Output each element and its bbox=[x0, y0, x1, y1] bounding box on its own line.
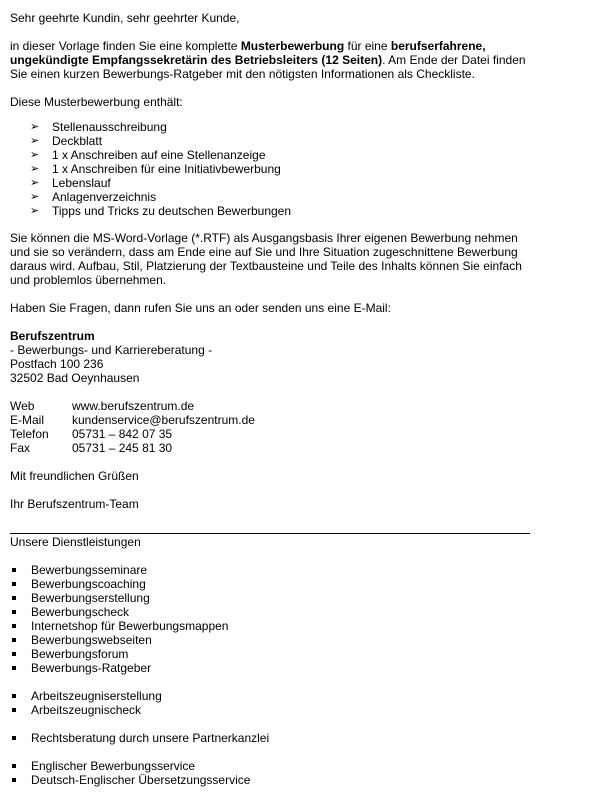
list-item-label: Tipps und Tricks zu deutschen Bewerbungen bbox=[52, 204, 292, 218]
intro-text-1: in dieser Vorlage finden Sie eine komplette bbox=[10, 39, 241, 53]
list-item bbox=[10, 563, 535, 577]
contact-label: Telefon bbox=[10, 427, 49, 441]
list-item bbox=[10, 759, 535, 773]
template-usage-paragraph: Sie können die MS-Word-Vorlage (*.RTF) als Ausgangsbasis Ihrer eigenen Bewerbung nehmen und sie so verändern, dass am Ende eine auf Sie und Ihre Situation zugeschnittene Bewerbung daraus wird. Aufbau, Stil, Platzierung der Textbausteine und Teile des Inhalts können Sie einfach und problemlos übernehmen. bbox=[10, 231, 522, 287]
arrow-bullet-icon: ➢ bbox=[30, 121, 40, 133]
list-item-label: Bewerbungsforum bbox=[31, 647, 129, 661]
list-item bbox=[10, 134, 535, 148]
list-item bbox=[10, 577, 535, 591]
contact-row-email bbox=[10, 413, 255, 427]
square-bullet-icon bbox=[12, 610, 16, 614]
list-item bbox=[10, 633, 535, 647]
closing-line: Mit freundlichen Grüßen bbox=[10, 469, 139, 483]
document-page bbox=[10, 11, 535, 787]
contact-table bbox=[10, 399, 255, 455]
list-item-label: 1 x Anschreiben auf eine Stellenanzeige bbox=[52, 148, 266, 162]
arrow-bullet-icon: ➢ bbox=[30, 191, 40, 203]
list-item bbox=[10, 162, 535, 176]
list-item bbox=[10, 703, 535, 717]
list-item bbox=[10, 120, 535, 134]
list-item-label: Bewerbungserstellung bbox=[31, 591, 150, 605]
list-item-label: Bewerbungs-Ratgeber bbox=[31, 661, 152, 675]
email-link[interactable]: kundenservice@berufszentrum.de bbox=[72, 413, 255, 427]
square-bullet-icon bbox=[12, 624, 16, 628]
square-bullet-icon bbox=[12, 568, 16, 572]
list-item bbox=[10, 204, 535, 218]
list-item bbox=[10, 661, 535, 675]
services-list-application bbox=[10, 563, 535, 675]
arrow-bullet-icon: ➢ bbox=[30, 177, 40, 189]
list-item-label: Deckblatt bbox=[52, 134, 103, 148]
horizontal-divider bbox=[10, 533, 530, 534]
intro-text-3: . Am Ende der Datei finden Sie einen kurzen Bewerbungs-Ratgeber mit den nötigsten Informationen als Checkliste. bbox=[10, 53, 526, 81]
list-item-label: Internetshop für Bewerbungsmappen bbox=[31, 619, 229, 633]
services-list-references bbox=[10, 689, 535, 717]
company-tagline: - Bewerbungs- und Karriereberatung - bbox=[10, 343, 213, 357]
intro-paragraph bbox=[10, 39, 535, 81]
services-list-legal bbox=[10, 731, 535, 745]
list-item-label: Bewerbungscheck bbox=[31, 605, 130, 619]
list-item bbox=[10, 689, 535, 703]
intro-bold-1: Musterbewerbung bbox=[240, 39, 345, 53]
fax-value: 05731 – 245 81 30 bbox=[72, 441, 173, 455]
contents-heading: Diese Musterbewerbung enthält: bbox=[10, 95, 183, 109]
square-bullet-icon bbox=[12, 596, 16, 600]
web-link[interactable]: www.berufszentrum.de bbox=[72, 399, 195, 413]
list-item-label: Deutsch-Englischer Übersetzungsservice bbox=[31, 773, 251, 787]
contact-row-web bbox=[10, 399, 255, 413]
list-item bbox=[10, 647, 535, 661]
list-item bbox=[10, 190, 535, 204]
greeting: Sehr geehrte Kundin, sehr geehrter Kunde, bbox=[10, 11, 240, 25]
address-block bbox=[10, 329, 535, 385]
list-item-label: Bewerbungsseminare bbox=[31, 563, 148, 577]
square-bullet-icon bbox=[12, 778, 16, 782]
square-bullet-icon bbox=[12, 736, 16, 740]
list-item bbox=[10, 148, 535, 162]
list-item bbox=[10, 731, 535, 745]
contents-list bbox=[10, 120, 535, 218]
services-heading: Unsere Dienstleistungen bbox=[10, 535, 141, 549]
arrow-bullet-icon: ➢ bbox=[30, 205, 40, 217]
list-item bbox=[10, 605, 535, 619]
list-item-label: Arbeitszeugniserstellung bbox=[31, 689, 162, 703]
contact-label: Fax bbox=[10, 441, 31, 455]
square-bullet-icon bbox=[12, 638, 16, 642]
list-item-label: Rechtsberatung durch unsere Partnerkanzlei bbox=[31, 731, 270, 745]
address-city: 32502 Bad Oeynhausen bbox=[10, 371, 140, 385]
signature-line: Ihr Berufszentrum-Team bbox=[10, 497, 139, 511]
list-item-label: 1 x Anschreiben für eine Initiativbewerbung bbox=[52, 162, 281, 176]
list-item bbox=[10, 773, 535, 787]
contact-row-fax bbox=[10, 441, 255, 455]
list-item-label: Stellenausschreibung bbox=[52, 120, 167, 134]
square-bullet-icon bbox=[12, 582, 16, 586]
contact-label: E-Mail bbox=[10, 413, 45, 427]
address-postfach: Postfach 100 236 bbox=[10, 357, 104, 371]
square-bullet-icon bbox=[12, 764, 16, 768]
list-item bbox=[10, 619, 535, 633]
square-bullet-icon bbox=[12, 694, 16, 698]
list-item-label: Englischer Bewerbungsservice bbox=[31, 759, 196, 773]
contact-label: Web bbox=[10, 399, 35, 413]
phone-value: 05731 – 842 07 35 bbox=[72, 427, 173, 441]
arrow-bullet-icon: ➢ bbox=[30, 149, 40, 161]
intro-text-2: für eine bbox=[344, 39, 391, 53]
square-bullet-icon bbox=[12, 652, 16, 656]
company-name: Berufszentrum bbox=[10, 329, 95, 343]
services-list-english bbox=[10, 759, 535, 787]
list-item-label: Arbeitszeugnischeck bbox=[31, 703, 142, 717]
square-bullet-icon bbox=[12, 708, 16, 712]
list-item bbox=[10, 591, 535, 605]
list-item-label: Bewerbungswebseiten bbox=[31, 633, 152, 647]
intro-bold-2: berufserfahrene, ungekündigte Empfangssekretärin des Betriebsleiters (12 Seiten) bbox=[10, 39, 486, 67]
list-item-label: Anlagenverzeichnis bbox=[52, 190, 157, 204]
list-item-label: Bewerbungscoaching bbox=[31, 577, 146, 591]
list-item-label: Lebenslauf bbox=[52, 176, 111, 190]
questions-paragraph: Haben Sie Fragen, dann rufen Sie uns an oder senden uns eine E-Mail: bbox=[10, 301, 391, 315]
contact-row-phone bbox=[10, 427, 255, 441]
arrow-bullet-icon: ➢ bbox=[30, 163, 40, 175]
arrow-bullet-icon: ➢ bbox=[30, 135, 40, 147]
square-bullet-icon bbox=[12, 666, 16, 670]
list-item bbox=[10, 176, 535, 190]
